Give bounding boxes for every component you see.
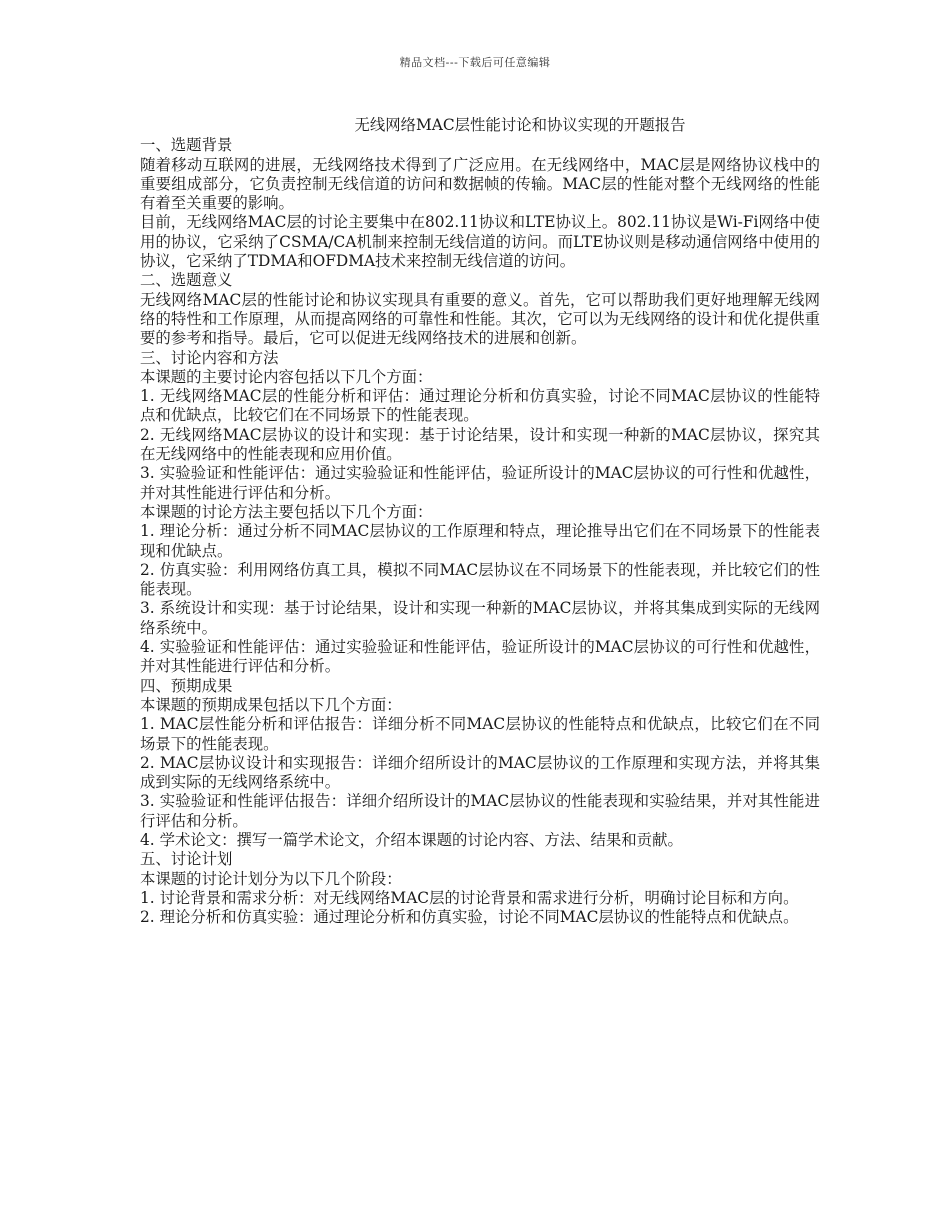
list-item: 1. 讨论背景和需求分析：对无线网络MAC层的讨论背景和需求进行分析，明确讨论目标和方向。 — [140, 888, 799, 907]
list-item: 4. 学术论文：撰写一篇学术论文，介绍本课题的讨论内容、方法、结果和贡献。 — [140, 830, 683, 849]
body-paragraph: 随着移动互联网的进展，无线网络技术得到了广泛应用。在无线网络中，MAC层是网络协议栈中的重要组成部分，它负责控制无线信道的访问和数据帧的传输。MAC层的性能对整个无线网络的性能有着至关重要的影响。 — [140, 155, 820, 213]
list-item: 3. 实验验证和性能评估：通过实验验证和性能评估，验证所设计的MAC层协议的可行性和优越性，并对其性能进行评估和分析。 — [140, 464, 820, 502]
body-paragraph: 本课题的讨论方法主要包括以下几个方面： — [140, 502, 433, 521]
page-header-watermark: 精品文档---下载后可任意编辑 — [399, 56, 551, 69]
list-item: 2. MAC层协议设计和实现报告：详细介绍所设计的MAC层协议的工作原理和实现方法，并将其集成到实际的无线网络系统中。 — [140, 753, 820, 792]
section-heading: 二、选题意义 — [140, 271, 233, 290]
document-body — [140, 116, 820, 927]
body-paragraph: 无线网络MAC层的性能讨论和协议实现具有重要的意义。首先，它可以帮助我们更好地理解无线网络的特性和工作原理，从而提高网络的可靠性和性能。其次，它可以为无线网络的设计和优化提供重要的参考和指导。最后，它可以促进无线网络技术的进展和创新。 — [140, 290, 820, 348]
body-paragraph: 本课题的讨论计划分为以下几个阶段： — [140, 869, 402, 888]
list-item: 1. MAC层性能分析和评估报告：详细分析不同MAC层协议的性能特点和优缺点，比较它们在不同场景下的性能表现。 — [140, 715, 820, 753]
list-item: 4. 实验验证和性能评估：通过实验验证和性能评估，验证所设计的MAC层协议的可行性和优越性，并对其性能进行评估和分析。 — [140, 638, 820, 676]
section-heading: 三、讨论内容和方法 — [140, 348, 279, 367]
document-title: 无线网络MAC层性能讨论和协议实现的开题报告 — [354, 116, 686, 134]
body-paragraph: 目前，无线网络MAC层的讨论主要集中在802.11协议和LTE协议上。802.11协议是Wi-Fi网络中使用的协议，它采纳了CSMA/CA机制来控制无线信道的访问。而LTE协议则是移动通信网络中使用的协议，它采纳了TDMA和OFDMA技术来控制无线信道的访问。 — [140, 213, 820, 271]
list-item: 2. 理论分析和仿真实验：通过理论分析和仿真实验，讨论不同MAC层协议的性能特点和优缺点。 — [140, 908, 799, 927]
list-item: 3. 系统设计和实现：基于讨论结果，设计和实现一种新的MAC层协议，并将其集成到实际的无线网络系统中。 — [140, 599, 820, 637]
body-paragraph: 本课题的预期成果包括以下几个方面： — [140, 695, 402, 714]
list-item: 1. 理论分析：通过分析不同MAC层协议的工作原理和特点，理论推导出它们在不同场景下的性能表现和优缺点。 — [140, 522, 820, 560]
section-heading: 五、讨论计划 — [140, 850, 233, 869]
list-item: 1. 无线网络MAC层的性能分析和评估：通过理论分析和仿真实验，讨论不同MAC层协议的性能特点和优缺点，比较它们在不同场景下的性能表现。 — [140, 387, 820, 425]
body-paragraph: 本课题的主要讨论内容包括以下几个方面： — [140, 367, 433, 386]
list-item: 3. 实验验证和性能评估报告：详细介绍所设计的MAC层协议的性能表现和实验结果，并对其性能进行评估和分析。 — [140, 792, 820, 830]
list-item: 2. 仿真实验：利用网络仿真工具，模拟不同MAC层协议在不同场景下的性能表现，并比较它们的性能表现。 — [140, 560, 820, 599]
list-item: 2. 无线网络MAC层协议的设计和实现：基于讨论结果，设计和实现一种新的MAC层协议，探究其在无线网络中的性能表现和应用价值。 — [140, 425, 820, 464]
section-heading: 四、预期成果 — [140, 676, 233, 695]
section-heading: 一、选题背景 — [140, 136, 233, 155]
